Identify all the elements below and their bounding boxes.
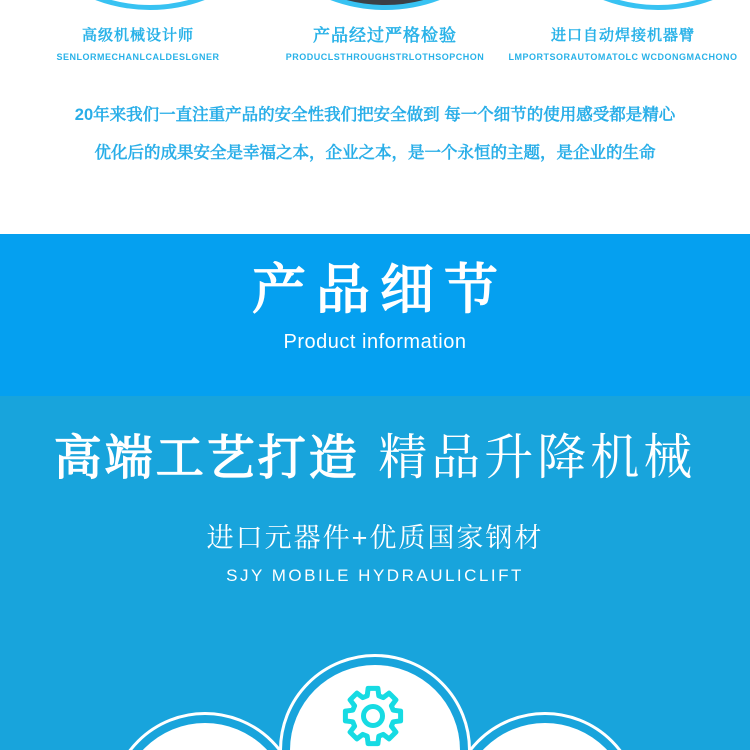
feature-subtitle: SENLORMECHANLCALDESLGNER [56,52,220,62]
safety-intro-paragraph [0,96,750,172]
feature-title: 进口自动焊接机器臂 [550,27,695,44]
product-photo-circle-left [0,0,305,10]
banner-subtitle: Product information [283,331,467,354]
feature-welding-arm [498,26,748,62]
feature-title: 高级机械设计师 [81,27,194,44]
product-details-banner [0,234,750,396]
showcase-title-serif: 精品升降机械 [378,430,697,485]
showcase-subtitle-cn: 进口元器件+优质国家钢材 [206,523,544,553]
product-photo-circle-right [503,0,750,10]
gear-icon [341,684,405,748]
showcase-title [0,428,750,500]
feature-designer [13,26,263,62]
feature-subtitle: PRODUCLSTHROUGHSTRLOTHSOPCHON [285,52,485,62]
feature-inspection [260,26,510,62]
product-photo-circle-middle [230,0,540,10]
feature-subtitle: LMPORTSORAUTOMATOLC WCDONGMACHONO [508,52,738,62]
feature-title: 产品经过严格检验 [313,26,457,45]
showcase-subtitle-en: SJY MOBILE HYDRAULICLIFT [226,566,524,585]
banner-title: 产品细节 [252,260,508,320]
intro-line-1: 20年来我们一直注重产品的安全性我们把安全做到 每一个细节的使用感受都是精心 [74,106,676,124]
showcase-title-bold: 高端工艺打造 [53,432,360,485]
intro-line-2: 优化后的成果安全是幸福之本，企业之本，是一个永恒的主题，是企业的生命 [94,144,656,162]
